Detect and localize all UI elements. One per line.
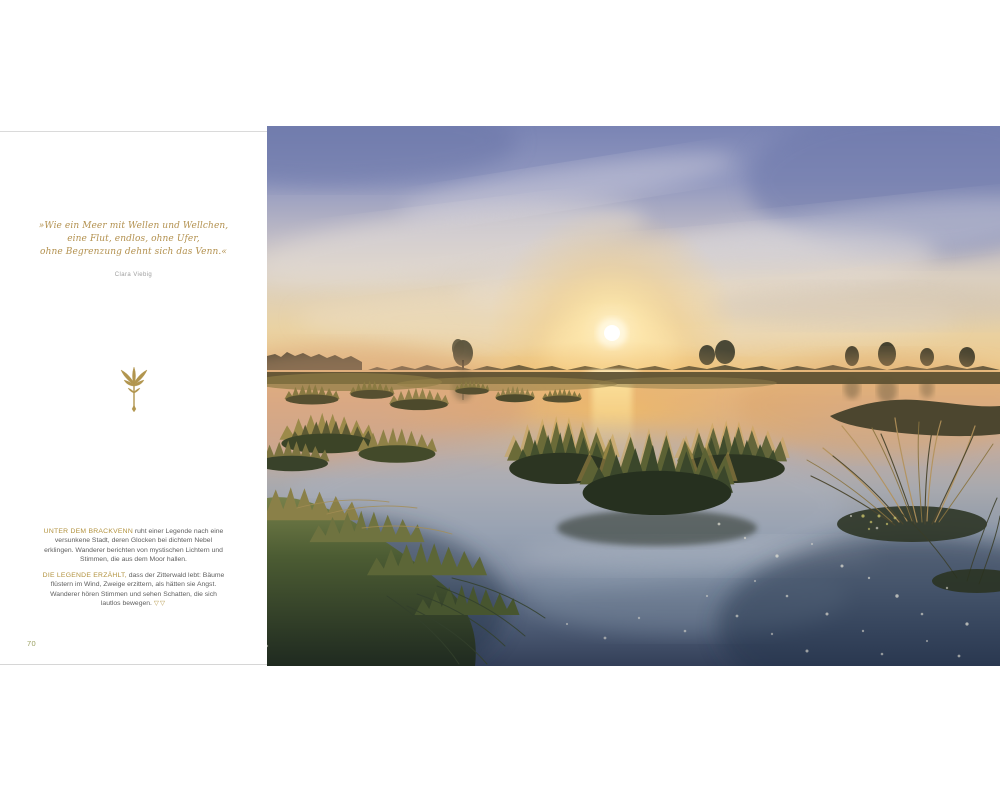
fleuron-ornament-icon (119, 365, 149, 413)
page-number: 70 (27, 639, 36, 648)
paragraph-text: ruht einer Legende nach eine versunkene Stadt, deren Glocken bei dichtem Nebel erklingen. Wanderer berichten von mystischen Lichtern und Stimmen, die aus dem Moor hallen. (44, 528, 224, 564)
legend-paragraph-brackvenn (42, 527, 225, 565)
quote-line: »Wie ein Meer mit Wellen und Wellchen, (38, 221, 229, 231)
legend-paragraph-zitterwald (42, 571, 225, 609)
quote-attribution: Clara Viebig (114, 272, 153, 278)
moor-sunset-photo (267, 126, 1000, 666)
quote-block (18, 220, 249, 282)
quote-line: eine Flut, endlos, ohne Ufer, (67, 234, 200, 244)
paragraph-lead: UNTER DEM BRACKVENN (43, 528, 133, 535)
quote-line: ohne Begrenzung dehnt sich das Venn.« (40, 247, 227, 257)
paragraph-lead: DIE LEGENDE ERZÄHLT, (42, 572, 127, 579)
paragraph-text: dass der Zitterwald lebt: Bäume flüstern im Wind, Zweige erzittern, als hätten sie Angst. Wanderer hören Stimmen und sehen Schatten, die sich lautlos bewegen. (50, 572, 225, 608)
left-page (0, 131, 267, 665)
triangle-end-marker-icon: ▽▽ (153, 600, 167, 608)
